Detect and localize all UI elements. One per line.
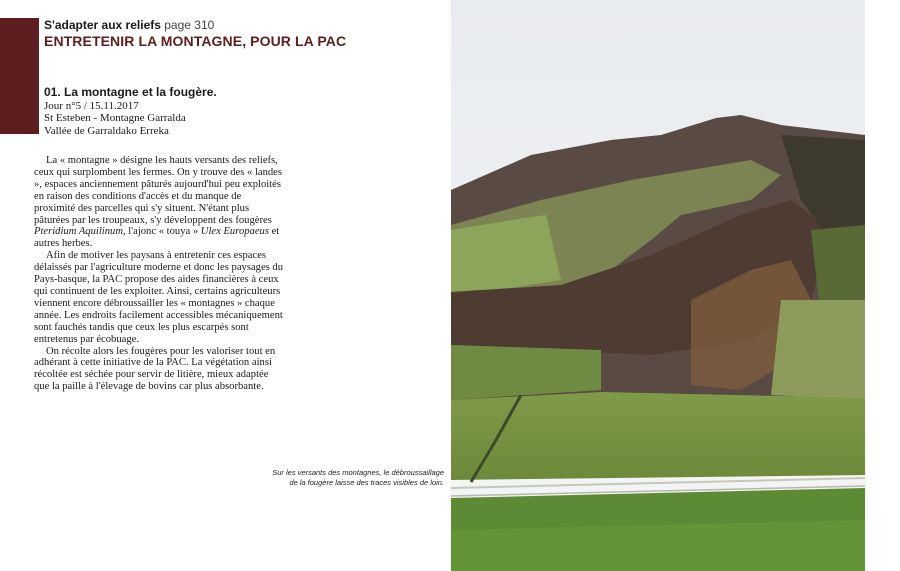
- page-title: ENTRETENIR LA MONTAGNE, POUR LA PAC: [44, 33, 347, 49]
- mountain-photo: [451, 0, 865, 571]
- section-subtitle: 01. La montagne et la fougère.: [44, 85, 217, 99]
- section-meta: [44, 86, 217, 137]
- section-date: Jour n°5 / 15.11.2017: [44, 99, 139, 112]
- page-reference: page 310: [164, 18, 215, 32]
- latin-name-fern: Pteridium Aquilinum: [34, 226, 123, 238]
- section-valley: Vallée de Garraldako Erreka: [44, 124, 169, 137]
- chapter-title: S'adapter aux reliefs: [44, 18, 161, 32]
- chapter-kicker: [44, 18, 346, 32]
- body-text: [34, 155, 284, 393]
- photo-caption: Sur les versants des montagnes, le débroussaillage de la fougère laisse des traces visibles de loin.: [272, 468, 444, 487]
- paragraph-1: La « montagne » désigne les hauts versants des reliefs, ceux qui surplombent les fermes. On y trouve des « landes », espaces anciennement pâturés aujourd'hui peu exploités en raison des conditions d'accès et du manque de proximité des parcelles qui s'y situent. N'étant plus pâturées par les troupeaux, s'y développent des fougères Pteridium Aquilinum, l'ajonc « touya » Ulex Europaeus et autres herbes.: [34, 155, 283, 250]
- paragraph-2: Afin de motiver les paysans à entretenir ces espaces délaissés par l'agriculture moderne et donc les paysages du Pays-basque, la PAC propose des aides financières à ceux qui continuent de les exploiter. Ainsi, certains agriculteurs viennent encore débroussailler les « montagnes » chaque année. Les endroits facilement accessibles mécaniquement sont fauchés tandis que ceux les plus escarpés sont entretenus par écobuage.: [34, 250, 284, 345]
- latin-name-gorse: Ulex Europaeus: [200, 226, 269, 238]
- page-header: [44, 18, 346, 49]
- section-place: St Esteben - Montagne Garralda: [44, 112, 186, 125]
- accent-bar: [0, 18, 39, 134]
- paragraph-3: On récolte alors les fougères pour les valoriser tout en adhérant à cette initiative de la PAC. La végétation ainsi récoltée est séchée pour servir de litière, mieux adaptée que la paille à l'élevage de bovins car plus absorbante.: [34, 345, 276, 393]
